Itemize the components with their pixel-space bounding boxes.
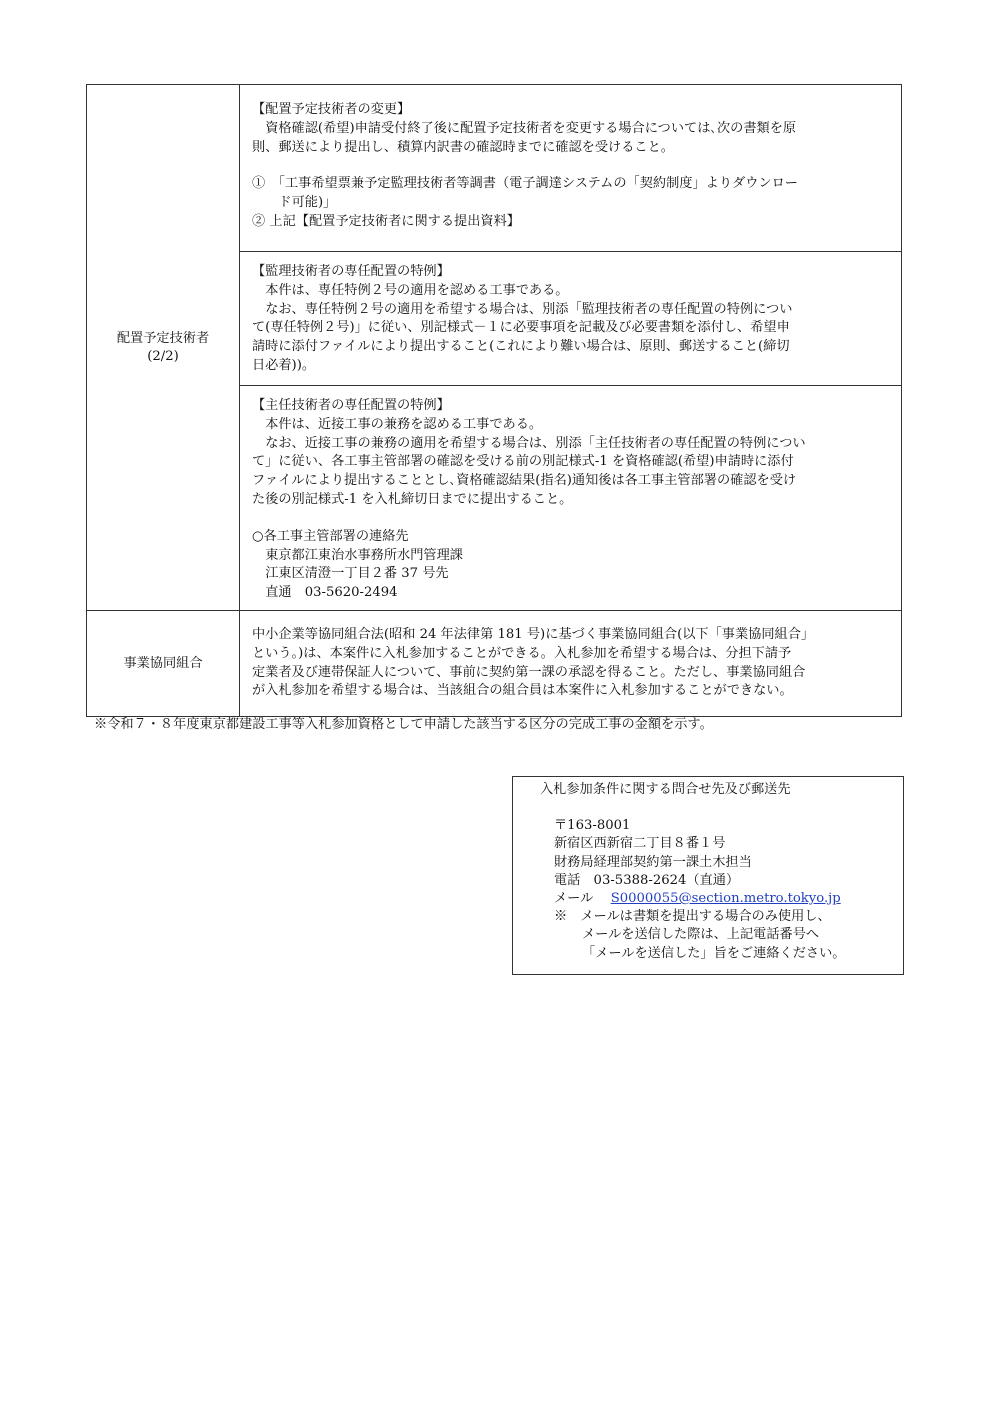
mail-row — [554, 890, 903, 908]
row-label-text: 事業協同組合 — [123, 655, 203, 671]
contact-details — [540, 817, 903, 963]
mail-link[interactable]: S0000055@section.metro.tokyo.jp — [610, 891, 841, 907]
section-cooperative — [240, 611, 902, 717]
mail-label: メール — [554, 891, 607, 907]
paragraph-line: 中小企業等協同組合法(昭和 24 年法律第 181 号)に基づく事業協同組合(以下「事業協同組合」 — [252, 627, 815, 642]
footnote: ※令和７・８年度東京都建設工事等入札参加資格として申請した該当する区分の完成工事の金額を示す。 — [94, 717, 713, 732]
section-heading: 【監理技術者の専任配置の特例】 — [252, 264, 450, 279]
paragraph-line: て(専任特例２号)」に従い、別記様式－１に必要事項を記載及び必要書類を添付し、希望申 — [252, 320, 790, 336]
row-label-cooperative — [87, 611, 240, 717]
department: 財務局経理部契約第一課土木担当 — [554, 854, 752, 870]
row-label-engineer — [87, 85, 240, 611]
mail-note-continuation: 「メールを送信した」旨をご連絡ください。 — [582, 945, 846, 961]
address: 新宿区西新宿二丁目８番１号 — [554, 836, 726, 852]
paragraph-line: 請時に添付ファイルにより提出すること(これにより難い場合は、原則、郵送すること(締切 — [252, 339, 790, 355]
paragraph-line: 資格確認(希望)申請受付終了後に配置予定技術者を変更する場合については､次の書類を原 — [265, 120, 797, 136]
paragraph-line: た後の別記様式-1 を入札締切日までに提出すること。 — [252, 491, 573, 507]
list-item-continuation: ド可能)」 — [278, 195, 337, 211]
paragraph-line: なお、近接工事の兼務の適用を希望する場合は、別添「主任技術者の専任配置の特例につい — [265, 435, 806, 451]
paragraph-line: て」に従い、各工事主管部署の確認を受ける前の別記様式-1 を資格確認(希望)申請時に添付 — [252, 454, 794, 470]
paragraph-line: 則、郵送により提出し、積算内訳書の確認時までに確認を受けること。 — [252, 139, 674, 155]
table-row — [87, 85, 902, 252]
contact-line: 直通 03-5620-2494 — [265, 585, 398, 601]
contact-title: 入札参加条件に関する問合せ先及び郵送先 — [540, 782, 791, 797]
paragraph-line: 本件は、近接工事の兼務を認める工事である。 — [265, 416, 543, 432]
section-change-engineer — [240, 85, 902, 252]
section-supervising-engineer-exception — [240, 252, 902, 386]
section-chief-engineer-exception — [240, 386, 902, 611]
section-heading: 【配置予定技術者の変更】 — [252, 102, 411, 117]
paragraph-line: 定業者及び連帯保証人について、事前に契約第一課の承認を得ること。ただし、事業協同組合 — [252, 664, 806, 680]
mail-note-continuation: メールを送信した際は、上記電話番号へ — [582, 927, 820, 943]
paragraph-line: という。)は、本案件に入札参加することができる。入札参加を希望する場合は、分担下請予 — [252, 645, 792, 661]
row-label-subtext: (2/2) — [147, 348, 179, 364]
postal-code: 〒163-8001 — [554, 818, 631, 834]
conditions-table — [86, 84, 902, 717]
table-row — [87, 611, 902, 717]
contact-line: 江東区清澄一丁目２番 37 号先 — [265, 566, 449, 582]
list-item: ② 上記【配置予定技術者に関する提出資料】 — [252, 213, 520, 229]
paragraph-line: 本件は、専任特例２号の適用を認める工事である。 — [265, 282, 569, 298]
contact-heading: ○各工事主管部署の連絡先 — [252, 528, 409, 544]
contact-box — [512, 776, 904, 975]
paragraph-line: なお、専任特例２号の適用を希望する場合は、別添「監理技術者の専任配置の特例につい — [265, 301, 793, 317]
phone: 電話 03-5388-2624（直通） — [554, 872, 740, 888]
spacer — [252, 157, 889, 175]
paragraph-line: 日必着))。 — [252, 357, 316, 373]
spacer — [540, 799, 903, 817]
list-item: ① 「工事希望票兼予定監理技術者等調書（電子調達システムの「契約制度」よりダウンロー — [252, 176, 798, 192]
mail-note: ※ メールは書類を提出する場合のみ使用し、 — [554, 909, 831, 925]
section-heading: 【主任技術者の専任配置の特例】 — [252, 398, 450, 413]
paragraph-line: ファイルにより提出することとし､資格確認結果(指名)通知後は各工事主管部署の確認を受け — [252, 473, 797, 489]
paragraph-line: が入札参加を希望する場合は、当該組合の組合員は本案件に入札参加することができない。 — [252, 683, 793, 699]
contact-line: 東京都江東治水事務所水門管理課 — [265, 547, 463, 563]
row-label-text: 配置予定技術者 — [116, 330, 210, 346]
spacer — [252, 510, 889, 528]
